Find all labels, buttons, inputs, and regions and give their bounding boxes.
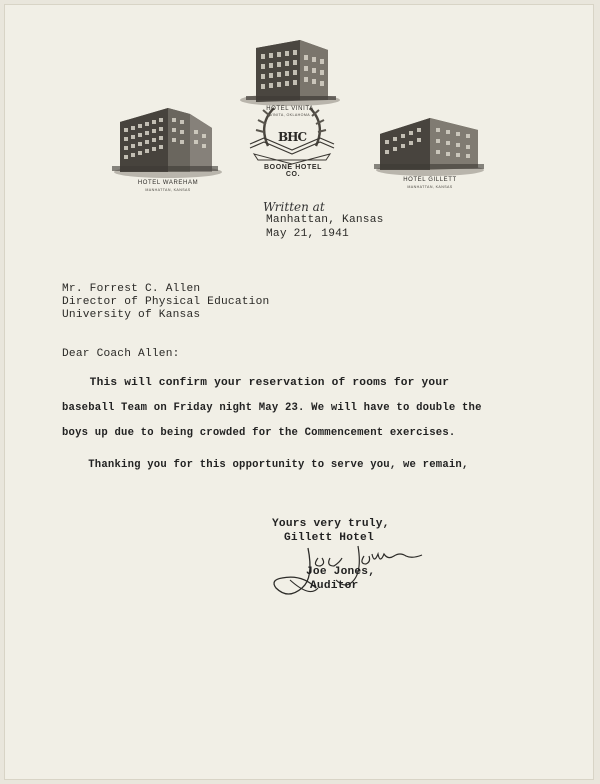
hotel-wareham-city: MANHATTAN, KANSAS — [145, 188, 191, 192]
valediction: Yours very truly, — [272, 518, 390, 530]
signer-role: Auditor — [310, 580, 359, 592]
written-at-label: Written at — [263, 200, 325, 214]
body-line-1: This will confirm your reservation of rooms for your — [62, 377, 450, 389]
recipient-title: Director of Physical Education — [62, 296, 270, 308]
body-line-3: boys up due to being crowded for the Commencement exercises. — [62, 427, 456, 439]
hotel-gillett-label: HOTEL GILLETT — [403, 177, 457, 183]
monogram: BHC — [277, 130, 307, 144]
hotel-gillett-engraving — [374, 118, 484, 176]
hotel-vinita-engraving — [240, 40, 340, 106]
hotel-vinita-label: HOTEL VINITA — [266, 106, 314, 112]
recipient-org: University of Kansas — [62, 309, 201, 321]
hotel-gillett-city: MANHATTAN, KANSAS — [407, 185, 453, 189]
closing-company: Gillett Hotel — [284, 532, 374, 544]
date-line: May 21, 1941 — [266, 228, 349, 240]
hotel-wareham-label: HOTEL WAREHAM — [137, 180, 199, 186]
body-line-4: Thanking you for this opportunity to serve you, we remain, — [62, 459, 469, 471]
city-line: Manhattan, Kansas — [266, 214, 384, 226]
hotel-wareham-engraving — [112, 108, 222, 178]
hotel-vinita-city: VINITA, OKLAHOMA — [269, 113, 311, 117]
body-line-2: baseball Team on Friday night May 23. We will have to double the — [62, 402, 482, 414]
salutation: Dear Coach Allen: — [62, 348, 180, 360]
recipient-name: Mr. Forrest C. Allen — [62, 283, 201, 295]
company-name: BOONE HOTEL CO. — [264, 164, 322, 178]
signer-name: Joe Jones, — [306, 566, 376, 578]
